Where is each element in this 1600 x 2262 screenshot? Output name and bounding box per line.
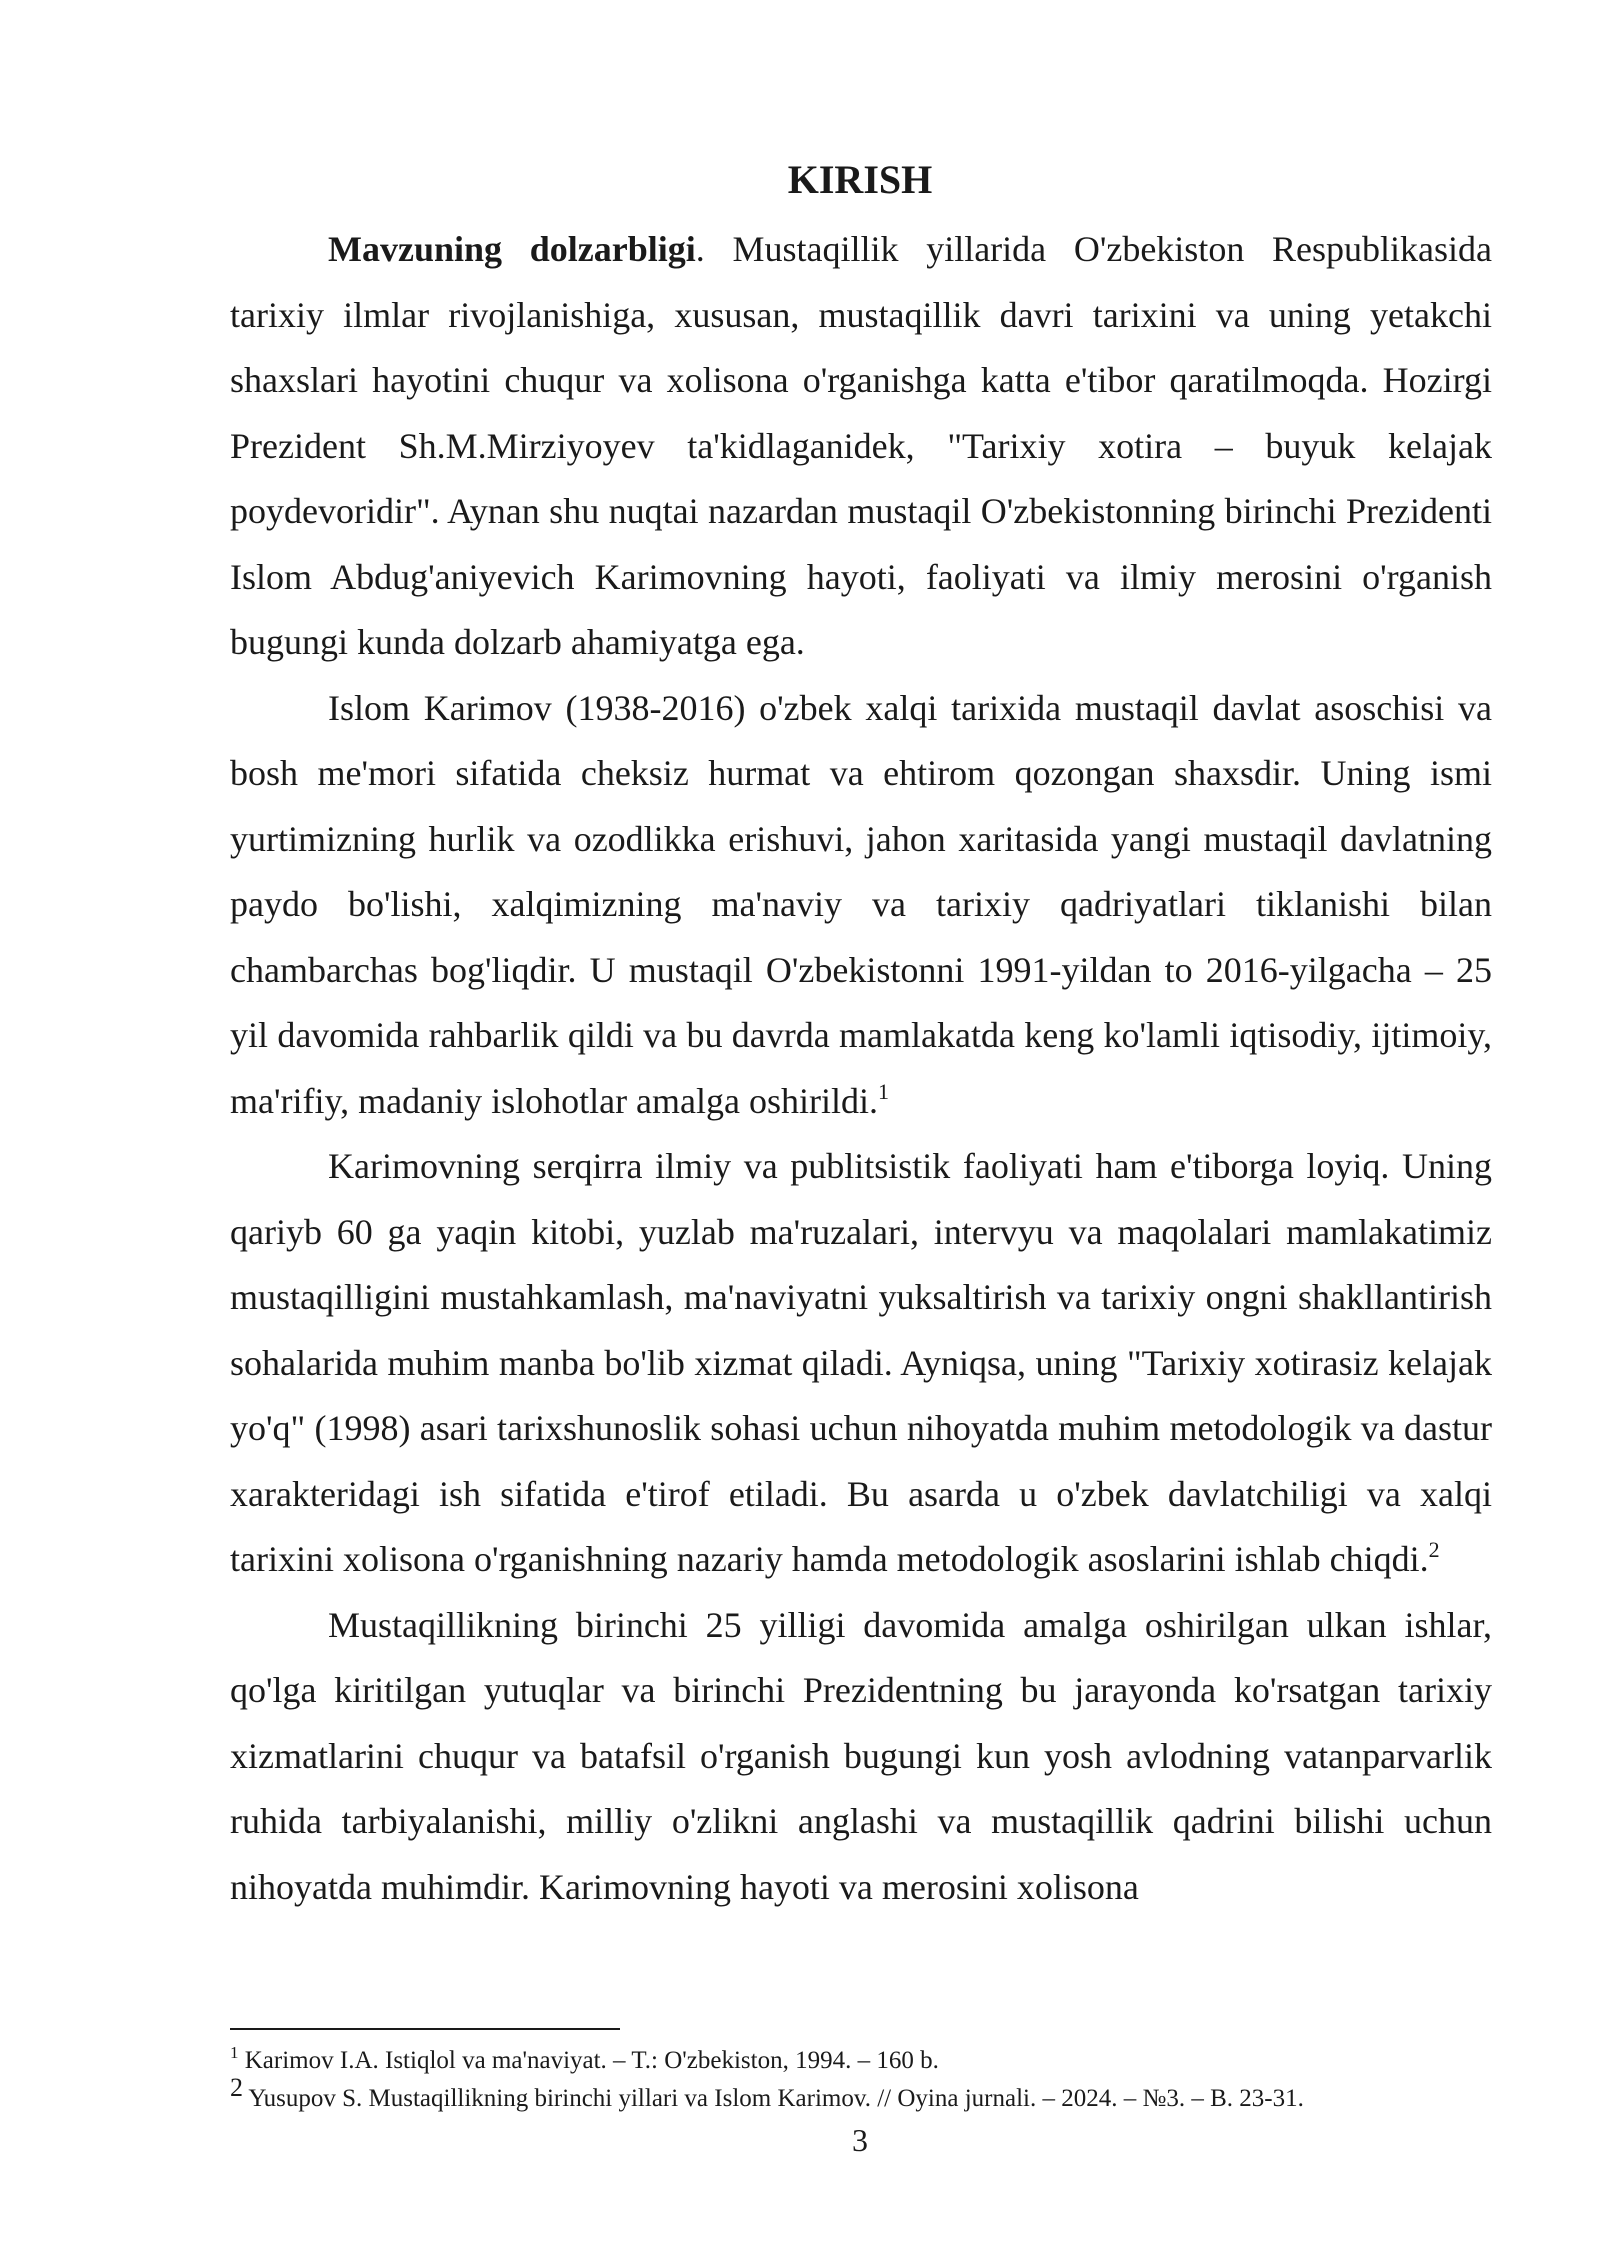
footnote-item	[230, 2042, 1492, 2080]
paragraph-lead: Mavzuning dolzarbligi	[328, 229, 696, 269]
page-number: 3	[852, 2122, 868, 2158]
footnote-mark: 1	[230, 2043, 239, 2062]
paragraph-relevance	[230, 217, 1492, 676]
paragraph-text: Karimovning serqirra ilmiy va publitsistik faoliyati ham e'tiborga loyiq. Uning qariyb 60 ga yaqin kitobi, yuzlab ma'ruzalari, intervyu va maqolalari mamlakatimiz mustaqilligini mustahkamlash, ma'naviyatni yuksaltirish va tarixiy ongni shakllantirish sohalarida muhim manba bo'lib xizmat qiladi. Ayniqsa, uning "Tarixiy xotirasiz kelajak yo'q" (1998) asari tarixshunoslik sohasi uchun nihoyatda muhim metodologik va dastur xarakteridagi ish sifatida e'tirof etiladi. Bu asarda u o'zbek davlatchiligi va xalqi tarixini xolisona o'rganishning nazariy hamda metodologik asoslarini ishlab chiqdi.	[230, 1146, 1492, 1579]
paragraph-legacy	[230, 1593, 1492, 1921]
paragraph-works	[230, 1134, 1492, 1593]
footnotes	[230, 2042, 1492, 2118]
footnote-separator	[230, 2028, 620, 2030]
footnote-mark: 2	[230, 2073, 243, 2102]
footnote-text: Karimov I.A. Istiqlol va ma'naviyat. – T.: O'zbekiston, 1994. – 160 b.	[244, 2047, 939, 2074]
footnote-reference[interactable]: 1	[878, 1078, 889, 1104]
footnote-text: Yusupov S. Mustaqillikning birinchi yillari va Islom Karimov. // Oyina jurnali. – 2024. – №3. – B. 23-31.	[248, 2085, 1304, 2112]
page-title: KIRISH	[787, 157, 933, 202]
footnote-reference[interactable]: 2	[1428, 1537, 1440, 1562]
paragraph-biography	[230, 676, 1492, 1135]
footnote-item	[230, 2073, 1492, 2118]
paragraph-text: Mustaqillikning birinchi 25 yilligi davomida amalga oshirilgan ulkan ishlar, qo'lga kiritilgan yutuqlar va birinchi Prezidentning bu jarayonda ko'rsatgan tarixiy xizmatlarini chuqur va batafsil o'rganish bugungi kun yosh avlodning vatanparvarlik ruhida tarbiyalanishi, milliy o'zlikni anglashi va mustaqillik qadrini bilishi uchun nihoyatda muhimdir. Karimovning hayoti va merosini xolisona	[230, 1604, 1492, 1907]
paragraph-text: . Mustaqillik yillarida O'zbekiston Respublikasida tarixiy ilmlar rivojlanishiga, xususan, mustaqillik davri tarixini va uning yetakchi shaxslari hayotini chuqur va xolisona o'rganishga katta e'tibor qaratilmoqda. Hozirgi Prezident Sh.M.Mirziyoyev ta'kidlaganidek, "Tarixiy xotira – buyuk kelajak poydevoridir". Aynan shu nuqtai nazardan mustaqil O'zbekistonning birinchi Prezidenti Islom Abdug'aniyevich Karimovning hayoti, faoliyati va ilmiy merosini o'rganish bugungi kunda dolzarb ahamiyatga ega.	[230, 229, 1493, 662]
paragraph-text: Islom Karimov (1938-2016) o'zbek xalqi tarixida mustaqil davlat asoschisi va bosh me'mori sifatida cheksiz hurmat va ehtirom qozongan shaxsdir. Uning ismi yurtimizning hurlik va ozodlikka erishuvi, jahon xaritasida yangi mustaqil davlatning paydo bo'lishi, xalqimizning ma'naviy va tarixiy qadriyatlari tiklanishi bilan chambarchas bog'liqdir. U mustaqil O'zbekistonni 1991-yildan to 2016-yilgacha – 25 yil davomida rahbarlik qildi va bu davrda mamlakatda keng ko'lamli iqtisodiy, ijtimoiy, ma'rifiy, madaniy islohotlar amalga oshirildi.	[230, 687, 1492, 1121]
main-text	[230, 217, 1492, 1920]
